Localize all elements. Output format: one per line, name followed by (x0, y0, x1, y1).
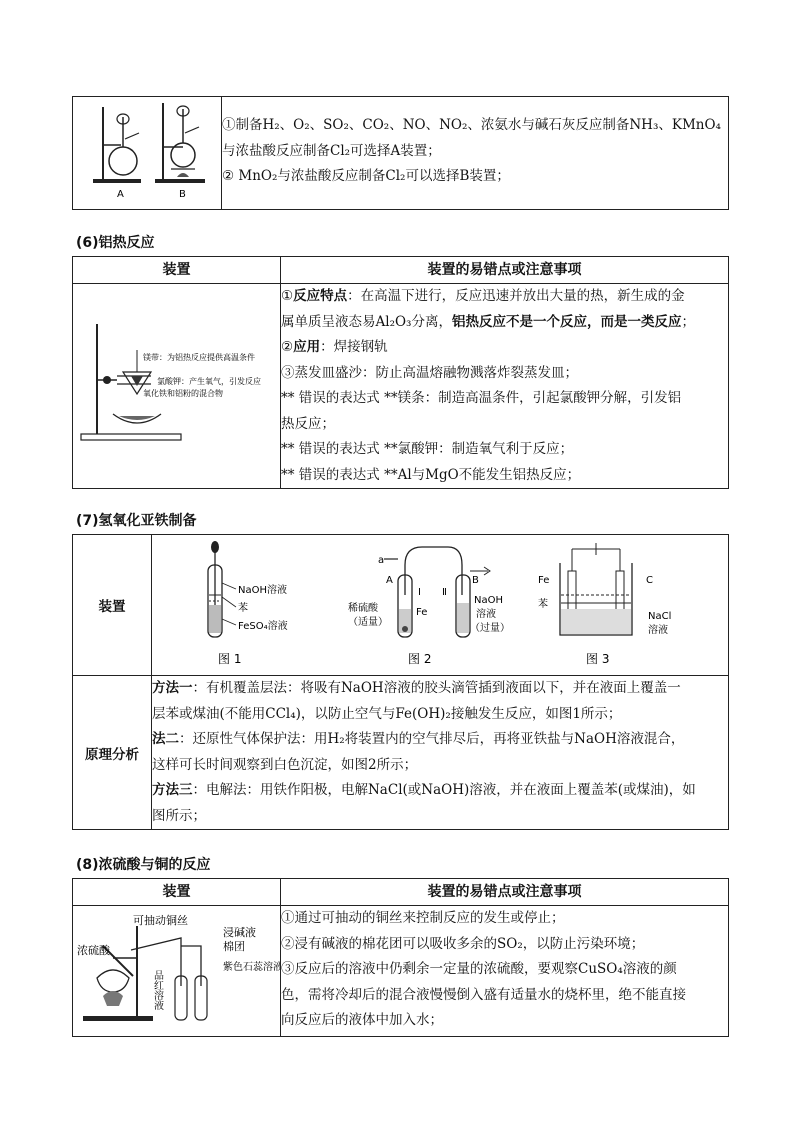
note-line-1: ①制备H₂、O₂、SO₂、CO₂、NO、NO₂、浓氨水与碱石灰反应制备NH₃、KMnO₄ (222, 117, 721, 133)
fig1-feso4: FeSO₄溶液 (238, 621, 288, 632)
cu-note-4: 色，需将冷却后的混合液慢慢倒入盛有适量水的烧杯里，绝不能直接 (281, 986, 686, 1003)
cu-notes (281, 906, 729, 1037)
fig3-solution: 溶液 (648, 625, 668, 636)
gas-prep-notes (222, 97, 729, 210)
gas-apparatus-figure (73, 97, 222, 210)
thermite-line-3: ②应用：焊接钢轨 (281, 339, 388, 355)
section-6-title: (6)铝热反应 (76, 235, 155, 251)
fig2-A: A (386, 575, 393, 586)
fig2-II: Ⅱ (442, 587, 447, 598)
method-3-line-2: 图所示； (152, 807, 206, 824)
cu-note-2: ②浸有碱液的棉花团可以吸收多余的SO₂，以防止污染环境； (281, 935, 645, 952)
fig3-c: C (646, 575, 653, 586)
thermite-line-6: 热反应； (281, 415, 335, 432)
apparatus-ab-diagram (73, 97, 221, 205)
thermite-label-mg: 镁带：为铝热反应提供高温条件 (143, 353, 255, 362)
thermite-line-5: ** 错误的表达式 **镁条：制造高温条件，引起氯酸钾分解，引发铝 (281, 390, 682, 406)
cu-label-litmus: 紫色石蕊溶液 (223, 962, 280, 973)
fig2-I: Ⅰ (418, 587, 421, 598)
fig2-caption: 图 2 (408, 652, 432, 666)
fig2-naoh: NaOH (474, 595, 503, 606)
cu-note-5: 向反应后的液体中加入水； (281, 1012, 443, 1028)
label-b: B (179, 189, 186, 200)
gas-prep-table (72, 96, 729, 210)
thermite-label-kclo3: 氯酸钾：产生氧气，引发反应 (157, 377, 261, 386)
section-8-title: (8)浓硫酸与铜的反应 (76, 857, 211, 873)
thermite-notes (281, 284, 729, 489)
figure-3 (538, 543, 671, 666)
cu-label-acid: 浓硫酸 (77, 944, 110, 957)
label-a: A (117, 189, 124, 200)
thermite-line-7: ** 错误的表达式 **氯酸钾：制造氧气利于反应； (281, 441, 574, 457)
cu-col-apparatus: 装置 (73, 879, 281, 906)
cu-note-3: ③反应后的溶液中仍剩余一定量的浓硫酸，要观察CuSO₄溶液的颜 (281, 961, 677, 977)
fig3-benzene: 苯 (538, 599, 548, 610)
method-1-line-1: 方法一：有机覆盖层法：将吸有NaOH溶液的胶头滴管插到液面以下，并在液面上覆盖一 (152, 680, 681, 696)
feoh2-table (72, 534, 729, 830)
cu-note-1: ①通过可抽动的铜丝来控制反应的发生或停止； (281, 910, 565, 926)
thermite-line-8: ** 错误的表达式 **Al与MgO不能发生铝热反应； (281, 466, 581, 483)
fig2-h2so4-amount: （适量） (348, 617, 388, 628)
method-3-line-1: 方法三：电解法：用铁作阳极，电解NaCl(或NaOH)溶液，并在液面上覆盖苯(或煤油)，如 (152, 782, 696, 798)
fig2-excess: （过量） (470, 623, 510, 634)
fig2-a: a (378, 555, 385, 566)
cu-label-alkali: 浸碱液 (223, 926, 256, 939)
thermite-figure (73, 284, 281, 489)
thermite-line-4: ③蒸发皿盛沙：防止高温熔融物溅落炸裂蒸发皿； (281, 364, 578, 381)
fig1-naoh: NaOH溶液 (238, 585, 287, 596)
thermite-col-notes: 装置的易错点或注意事项 (281, 257, 729, 284)
method-2-line-1: 法二：还原性气体保护法：用H₂将装置内的空气排尽后，再将亚铁盐与NaOH溶液混合， (152, 731, 685, 747)
fig2-fe: Fe (416, 607, 428, 618)
fig1-benzene: 苯 (238, 603, 248, 614)
thermite-line-1: ①反应特点：在高温下进行，反应迅速并放出大量的热，新生成的金 (281, 288, 685, 304)
thermite-diagram (73, 284, 280, 484)
fig3-fe: Fe (538, 575, 550, 586)
fig2-h2so4: 稀硫酸 (348, 603, 378, 614)
feoh2-row-apparatus: 装置 (73, 535, 152, 676)
cu-label-wire: 可抽动铜丝 (133, 914, 188, 927)
feoh2-row-principle: 原理分析 (73, 676, 152, 830)
thermite-label-mixture: 氧化铁和铝粉的混合物 (143, 389, 223, 398)
figure-1 (208, 541, 288, 666)
cu-h2so4-table (72, 878, 729, 1037)
method-2-line-2: 这样可长时间观察到白色沉淀，如图2所示； (152, 756, 418, 773)
fig3-caption: 图 3 (586, 652, 610, 666)
cu-h2so4-diagram (73, 906, 280, 1032)
cu-figure (73, 906, 281, 1037)
method-1-line-2: 层苯或煤油(不能用CCl₄)，以防止空气与Fe(OH)₂接触发生反应，如图1所示； (152, 705, 622, 722)
note-line-3: ② MnO₂与浓盐酸反应制备Cl₂可以选择B装置； (222, 168, 510, 184)
note-line-2: 与浓盐酸反应制备Cl₂可选择A装置； (222, 142, 441, 159)
thermite-col-apparatus: 装置 (73, 257, 281, 284)
feoh2-figures (152, 535, 729, 676)
feoh2-diagrams (152, 535, 728, 671)
fig3-nacl: NaCl (648, 611, 672, 622)
thermite-line-2: 属单质呈液态易Al₂O₃分离，铝热反应不是一个反应，而是一类反应； (281, 313, 695, 330)
fig1-caption: 图 1 (218, 652, 242, 666)
fig2-B: B (472, 575, 479, 586)
thermite-table (72, 256, 729, 489)
cu-label-magenta: 品红溶液 (151, 970, 163, 1010)
cu-col-notes: 装置的易错点或注意事项 (281, 879, 729, 906)
cu-label-cotton: 棉团 (223, 940, 245, 953)
fig2-solution: 溶液 (476, 609, 496, 620)
figure-2 (348, 547, 510, 666)
section-7-title: (7)氢氧化亚铁制备 (76, 513, 197, 529)
feoh2-principle-text (152, 676, 729, 830)
